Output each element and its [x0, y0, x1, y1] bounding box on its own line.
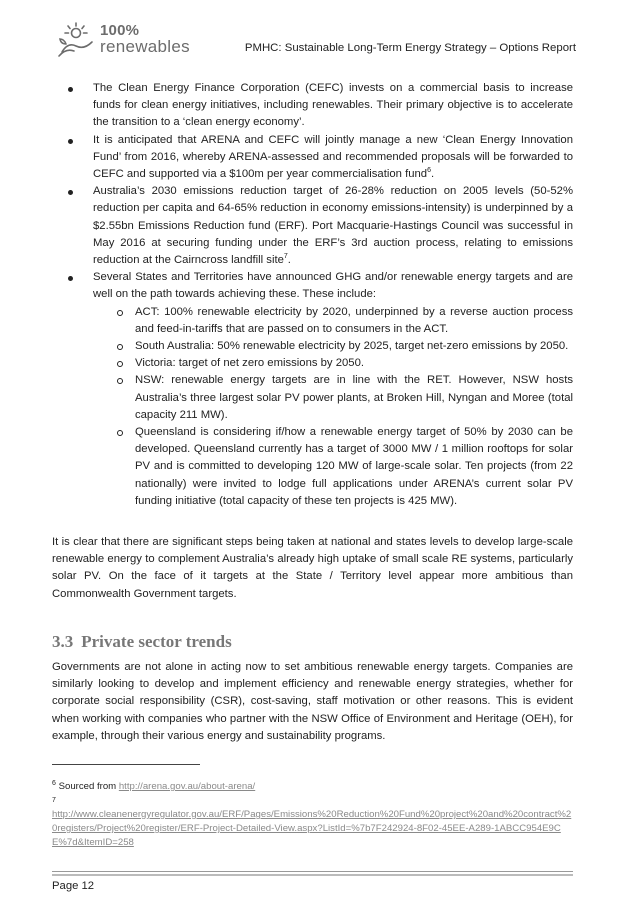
sub-bullet-list: [93, 304, 573, 510]
sub-bullet-item: [93, 338, 573, 355]
section-title: Private sector trends: [81, 632, 232, 651]
sub-bullet-text: South Australia: 50% renewable electricity by 2025, target net-zero emissions by 2050.: [135, 340, 569, 353]
sub-bullet-text: NSW: renewable energy targets are in line with the RET. However, NSW hosts Australia’s three largest solar PV power plants, at Broken Hill, Nyngan and Moree (total capacity 211 MW).: [135, 374, 573, 421]
footnote-6: [52, 780, 255, 794]
footnote-text: Sourced from: [58, 781, 119, 792]
bullet-item: [52, 269, 573, 510]
bullet-text: It is anticipated that ARENA and CEFC will jointly manage a new ‘Clean Energy Innovation Fund’ from 2016, whereby ARENA-assessed and recommended proposals will be forwarded to CEFC and supported via a $100m per year commercialisation fund: [93, 133, 573, 181]
sub-bullet-text: Victoria: target of net zero emissions by 2050.: [135, 357, 364, 370]
footnote-link-arena[interactable]: http://arena.gov.au/about-arena/: [118, 781, 256, 792]
sun-leaf-logo-icon: [56, 22, 96, 58]
sub-bullet-item: [93, 372, 573, 424]
bullet-section: [52, 80, 573, 510]
sub-bullet-item: [93, 304, 573, 338]
bullet-text: The Clean Energy Finance Corporation (CEFC) invests on a commercial basis to increase funds for clean energy initiatives, including renewables. Their primary objective is to accelerate the transition to a ‘clean energy economy’.: [93, 82, 573, 129]
footnote-ref-6[interactable]: 6: [427, 167, 431, 175]
sub-bullet-item: [93, 355, 573, 372]
bullet-list: [52, 80, 573, 510]
footnote-7: [52, 808, 573, 850]
page-number: Page 12: [52, 880, 95, 892]
page-header: [56, 20, 576, 64]
company-logo: [56, 20, 226, 60]
bullet-text: Several States and Territories have announced GHG and/or renewable energy targets and are well on the path towards achieving these. These include:: [93, 271, 573, 301]
bullet-item: [52, 183, 573, 269]
sub-bullet-item: [93, 424, 573, 510]
footnote-number: 6: [52, 779, 56, 787]
circle-bullet-icon: [117, 378, 123, 384]
logo-percent-text: 100%: [100, 22, 140, 39]
footnote-ref-7[interactable]: 7: [283, 253, 288, 261]
circle-bullet-icon: [117, 310, 123, 316]
sub-bullet-text: Queensland is considering if/how a renewable energy target of 50% by 2030 can be developed. Queensland currently has a target of 3000 MW / 1 million rooftops for solar PV and is committed to developing 120 MW of large-scale solar. Ten projects (from 22 nationally) were invited to lodge full applications under ARENA’s current solar PV funding initiative (total capacity of these ten projects is 425 MW).: [135, 426, 573, 507]
logo-word-text: renewables: [100, 37, 190, 56]
summary-paragraph: It is clear that there are significant steps being taken at national and states levels to develop large-scale renewable energy to complement Australia’s already high uptake of small scale RE systems, particularly solar PV. On the face of it targets at the State / Territory level appear more ambitious than Commonwealth Government targets.: [52, 536, 573, 600]
bullet-text-end: .: [430, 168, 435, 181]
bullet-dot-icon: [68, 87, 73, 92]
bullet-text-end: .: [287, 254, 291, 267]
circle-bullet-icon: [117, 361, 123, 367]
bullet-item: [52, 80, 573, 132]
circle-bullet-icon: [117, 430, 123, 436]
bullet-dot-icon: [68, 139, 73, 144]
bullet-dot-icon: [68, 276, 73, 281]
bullet-text: Australia’s 2030 emissions reduction target of 26-28% reduction on 2005 levels (50-52% reduction per capita and 64-65% reduction in economy emissions-intensity) is underpinned by a $2.55bn Emissions Reduction fund (ERF). Port Macquarie-Hastings Council was successful in May 2016 at securing funding under the ERF’s 3rd auction process, relating to emissions reduction at the Cairncross landfill site: [93, 185, 573, 267]
footer-divider-thick: [52, 874, 573, 876]
sub-bullet-text: ACT: 100% renewable electricity by 2020, underpinned by a reverse auction process and feed-in-tariffs that are passed on to consumers in the ACT.: [135, 305, 573, 335]
section-number: 3.3: [52, 632, 74, 651]
section-heading: [52, 632, 232, 652]
footnote-7-number: 7: [52, 797, 56, 804]
footer-divider: [52, 871, 573, 872]
bullet-dot-icon: [68, 190, 73, 195]
footnote-divider: [52, 764, 200, 765]
circle-bullet-icon: [117, 344, 123, 350]
footnote-link-cer[interactable]: http://www.cleanenergyregulator.gov.au/ERF/Pages/Emissions%20Reduction%20Fund%20project%20and%20contract%20registers/Project%20register/ERF-Project-Detailed-View.aspx?ListId=%7b7F242924-8F02-45EE-A289-1ABCC954E9CE%7d&ItemID=258: [52, 809, 572, 848]
private-sector-paragraph: Governments are not alone in acting now to set ambitious renewable energy targets. Companies are similarly looking to develop and implement efficiency and renewable energy strategies, whether for corporate social responsibility (CSR), cost-saving, staff motivation or other reasons. This is evident when working with companies who partner with the NSW Office of Environment and Heritage (OEH), for example, through their various energy and sustainability programs.: [52, 661, 573, 742]
bullet-item: [52, 132, 573, 184]
document-title: PMHC: Sustainable Long-Term Energy Strategy – Options Report: [244, 42, 576, 54]
